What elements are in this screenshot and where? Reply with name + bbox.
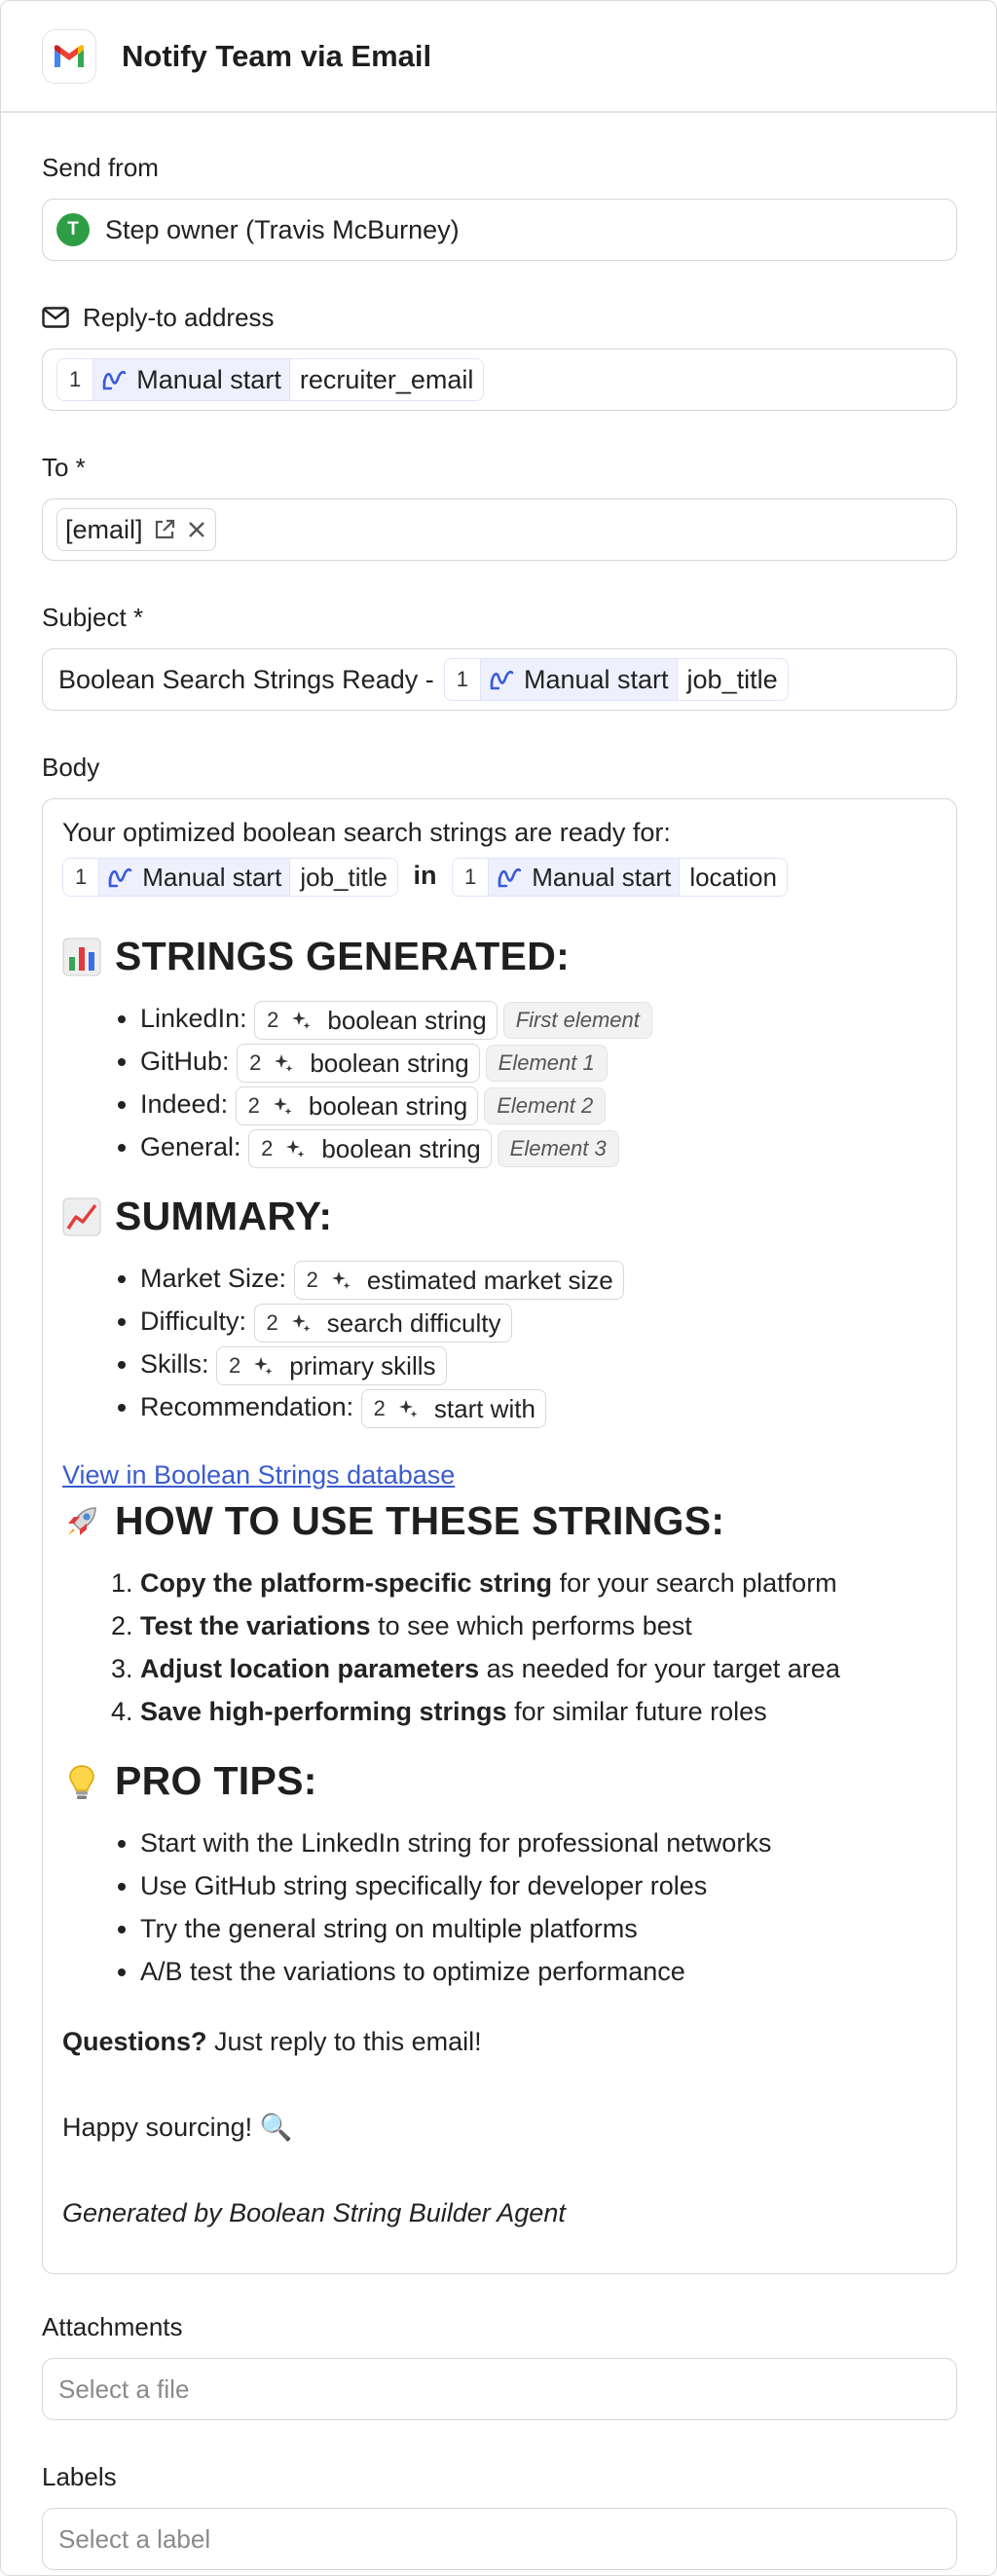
manual-start-icon — [99, 865, 138, 890]
list-item — [140, 1562, 937, 1604]
recipient-tag[interactable] — [56, 508, 216, 551]
ai-output-name: boolean string — [321, 1133, 481, 1163]
item-bold: Test the variations — [140, 1611, 371, 1640]
step-source: Manual start — [136, 364, 281, 394]
mail-icon — [42, 307, 69, 328]
ai-output-chip[interactable] — [254, 1001, 498, 1040]
list-item — [140, 1647, 937, 1690]
bar-chart-icon — [62, 938, 101, 976]
ai-output-name: primary skills — [289, 1350, 436, 1380]
strings-list — [62, 997, 937, 1168]
variable-chip[interactable] — [452, 858, 788, 897]
variable-chip[interactable] — [444, 658, 789, 701]
list-item — [140, 997, 937, 1040]
subject-input[interactable] — [42, 648, 957, 711]
attachments-label: Attachments — [42, 2311, 183, 2341]
gmail-logo-icon — [42, 29, 96, 84]
panel-header — [1, 1, 996, 113]
heading-pro-tips — [62, 1758, 937, 1804]
element-tag: Element 2 — [484, 1087, 606, 1124]
item-label: LinkedIn: — [140, 1004, 247, 1033]
item-label: Recommendation: — [140, 1392, 354, 1421]
labels-select[interactable] — [42, 2508, 957, 2570]
sparkle-icon — [273, 1052, 294, 1074]
heading-summary — [62, 1194, 937, 1239]
ai-output-name: estimated market size — [366, 1265, 613, 1295]
item-label: Market Size: — [140, 1264, 287, 1293]
step-number: 1 — [63, 859, 99, 896]
element-tag: First element — [503, 1002, 652, 1039]
list-item: • Use GitHub string specifically for developer roles — [140, 1864, 937, 1907]
step-number: 2 — [266, 1309, 278, 1335]
send-from-value: Step owner (Travis McBurney) — [105, 214, 460, 244]
ai-output-name: boolean string — [310, 1048, 469, 1078]
step-number: 2 — [249, 1049, 262, 1075]
variable-name: job_title — [677, 659, 788, 700]
sparkle-icon — [252, 1355, 274, 1377]
avatar: T — [56, 213, 90, 246]
variable-name: job_title — [289, 859, 397, 896]
item-label: Skills: — [140, 1349, 209, 1379]
attachments-select[interactable] — [42, 2358, 957, 2420]
list-item — [140, 1300, 937, 1343]
reply-to-label-row — [42, 302, 955, 333]
summary-list — [62, 1257, 937, 1428]
pro-tips-list — [62, 1822, 937, 1993]
ai-output-chip[interactable] — [248, 1129, 492, 1168]
heading-how-to-use — [62, 1498, 937, 1544]
item-label: GitHub: — [140, 1047, 230, 1076]
item-text: to see which performs best — [370, 1611, 692, 1640]
step-source: Manual start — [142, 862, 282, 892]
happy-sourcing: Happy sourcing! 🔍 — [62, 2113, 293, 2142]
send-from-select[interactable] — [42, 199, 957, 261]
sparkle-icon — [290, 1010, 312, 1031]
sparkle-icon — [330, 1270, 351, 1291]
subject-label: Subject * — [42, 602, 144, 632]
ai-output-chip[interactable] — [237, 1044, 480, 1083]
manual-start-icon — [489, 865, 528, 890]
list-item — [140, 1690, 937, 1733]
list-item — [140, 1604, 937, 1647]
list-item: • Try the general string on multiple platforms — [140, 1907, 937, 1950]
labels-label: Labels — [42, 2461, 117, 2491]
send-from-label: Send from — [42, 152, 159, 182]
list-item: • A/B test the variations to optimize performance — [140, 1950, 937, 1993]
variable-chip[interactable] — [62, 858, 398, 897]
reply-to-label: Reply-to address — [83, 302, 275, 332]
list-item — [140, 1343, 937, 1385]
to-input[interactable] — [42, 498, 957, 561]
step-number: 2 — [247, 1092, 260, 1118]
step-number: 1 — [445, 659, 481, 700]
item-bold: Copy the platform-specific string — [140, 1568, 553, 1598]
step-number: 2 — [267, 1007, 279, 1032]
item-text: for similar future roles — [506, 1697, 767, 1726]
list-item — [140, 1040, 937, 1083]
reply-to-field — [42, 302, 955, 411]
ai-output-chip[interactable] — [254, 1304, 512, 1343]
body-in-text: in — [413, 861, 437, 890]
reply-to-input[interactable] — [42, 349, 957, 411]
element-tag: Element 3 — [498, 1130, 619, 1167]
ai-output-name: boolean string — [327, 1005, 487, 1035]
step-number: 1 — [453, 859, 489, 896]
sparkle-icon — [284, 1138, 306, 1159]
list-item — [140, 1083, 937, 1125]
how-to-use-list — [62, 1562, 937, 1733]
variable-name: recruiter_email — [289, 359, 484, 400]
attachments-placeholder: Select a file — [58, 2374, 190, 2404]
item-label: General: — [140, 1132, 241, 1161]
sparkle-icon — [272, 1095, 293, 1117]
questions-text: Just reply to this email! — [206, 2027, 482, 2056]
body-intro-vars — [62, 854, 937, 897]
page-title: Notify Team via Email — [122, 38, 432, 73]
subject-prefix: Boolean Search Strings Ready - — [58, 664, 434, 694]
list-item: • Start with the LinkedIn string for professional networks — [140, 1822, 937, 1864]
list-item — [140, 1385, 937, 1428]
manual-start-icon — [93, 367, 132, 392]
attachments-field — [42, 2311, 955, 2420]
ai-output-chip[interactable] — [216, 1346, 446, 1385]
subject-field — [42, 602, 955, 711]
chart-increasing-icon — [62, 1197, 101, 1236]
ai-output-name: start with — [433, 1393, 535, 1423]
ai-output-chip[interactable] — [294, 1261, 624, 1300]
body-label: Body — [42, 752, 100, 782]
heading-summary-text: SUMMARY: — [115, 1194, 333, 1238]
heading-pro-tips-text: PRO TIPS: — [115, 1758, 317, 1803]
list-item — [140, 1125, 937, 1168]
body-editor[interactable] — [42, 798, 957, 2274]
ai-output-name: boolean string — [308, 1090, 468, 1121]
step-number: 2 — [261, 1135, 274, 1160]
questions-line — [62, 2020, 937, 2063]
send-from-field — [42, 152, 955, 261]
sparkle-icon — [397, 1398, 419, 1419]
ai-output-chip[interactable] — [236, 1086, 479, 1125]
body-field — [42, 752, 955, 2274]
item-bold: Adjust location parameters — [140, 1654, 480, 1683]
heading-strings — [62, 934, 937, 979]
step-source: Manual start — [532, 862, 672, 892]
variable-chip[interactable] — [56, 358, 484, 401]
step-number: 1 — [57, 359, 93, 400]
item-label: Difficulty: — [140, 1306, 247, 1336]
signature: Generated by Boolean String Builder Agent — [62, 2198, 566, 2227]
item-bold: Save high-performing strings — [140, 1697, 507, 1726]
labels-placeholder: Select a label — [58, 2523, 211, 2554]
step-number: 2 — [373, 1395, 386, 1420]
list-item — [140, 1257, 937, 1300]
step-source: Manual start — [523, 664, 669, 694]
heading-strings-text: STRINGS GENERATED: — [115, 934, 571, 978]
item-text: as needed for your target area — [479, 1654, 840, 1683]
external-link-icon[interactable] — [153, 518, 176, 541]
ai-output-chip[interactable] — [361, 1389, 546, 1428]
light-bulb-icon — [62, 1762, 101, 1801]
recipient-value: [email] — [65, 514, 143, 544]
body-intro: Your optimized boolean search strings are ready for: — [62, 818, 671, 847]
item-label: Indeed: — [140, 1089, 229, 1119]
to-label: To * — [42, 452, 86, 482]
questions-bold: Questions? — [62, 2027, 207, 2056]
close-icon[interactable] — [186, 519, 207, 540]
sparkle-icon — [290, 1312, 312, 1334]
step-number: 2 — [306, 1267, 318, 1292]
labels-field — [42, 2461, 955, 2570]
rocket-icon — [62, 1502, 101, 1541]
variable-name: location — [679, 859, 787, 896]
to-field — [42, 452, 955, 561]
ai-output-name: search difficulty — [326, 1307, 501, 1338]
heading-how-to-use-text: HOW TO USE THESE STRINGS: — [115, 1498, 725, 1543]
database-link[interactable]: View in Boolean Strings database — [62, 1460, 456, 1490]
step-number: 2 — [229, 1352, 241, 1378]
element-tag: Element 1 — [486, 1045, 608, 1082]
item-text: for your search platform — [552, 1568, 837, 1598]
manual-start-icon — [481, 667, 520, 692]
